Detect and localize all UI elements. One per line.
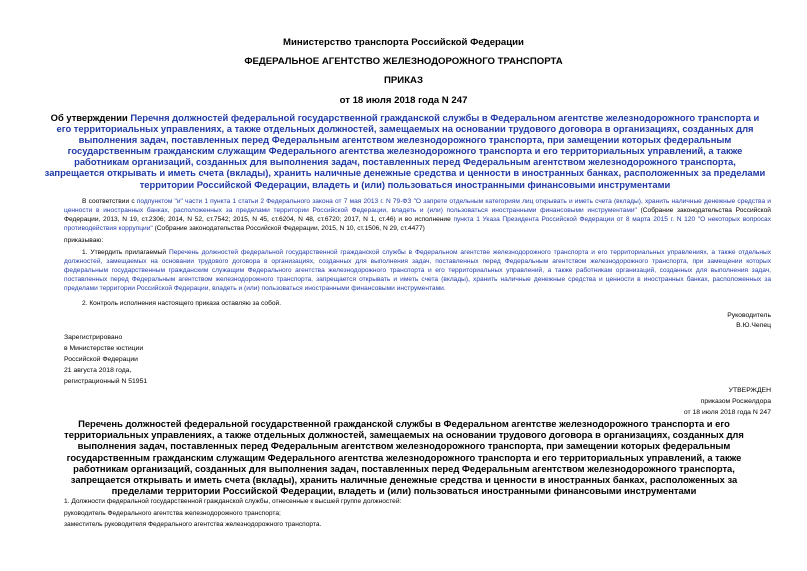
- president-decree-link[interactable]: пункта 1 Указа Президента Российской Федерации от 8 марта 2015 г. N 120 "О некоторых вопросах противодействия коррупции": [64, 216, 771, 232]
- approval-line: от 18 июля 2018 года N 247: [683, 408, 771, 416]
- list-item: 1. Должности федеральной государственной гражданской службы, отнесенные к высшей группе должностей:: [64, 498, 402, 505]
- registration-line: 21 августа 2018 года,: [64, 366, 132, 374]
- approval-line: УТВЕРЖДЕН: [728, 387, 771, 394]
- registration-line: Российской Федерации: [64, 355, 138, 363]
- subject-prefix: Об утверждении: [50, 112, 131, 123]
- list-item: заместитель руководителя Федерального агентства железнодорожного транспорта.: [64, 521, 322, 529]
- federal-law-link[interactable]: подпунктом "и" части 1 пункта 1 статьи 2 Федерального закона от 7 мая 2013 г. N 79-ФЗ "О запрете отдельным категориям лиц открывать и иметь счета (вклады), хранить наличные денежные средства и ценности в иностранных банках, расположенных за пределами территории Российской Федерации, владеть и (или) пользоваться иностранными финансовыми инструментами": [64, 198, 771, 214]
- list-title: Перечень должностей федеральной государственной гражданской службы в Федеральном агентстве железнодорожного транспорта и его территориальных управлениях, а также отдельных должностей, замещаемых на основании трудового договора в организациях, созданных для выполнения задач, поставленных перед Федеральным агентством железнодорожного транспорта, при замещении которых федеральным государственным гражданским служащим Федерального агентства железнодорожного транспорта и его территориальных управлений, а также работникам организаций, созданных для выполнения задач, поставленных перед Федеральным агентством железнодорожного транспорта, запрещается открывать и иметь счета (вклады), хранить наличные денежные средства и ценности в иностранных банках, расположенных за пределами территории Российской Федерации, владеть и (или) пользоваться иностранными финансовыми инструментами: [64, 418, 744, 497]
- registration-line: Зарегистрировано: [64, 334, 123, 341]
- list-item: руководитель Федерального агентства железнодорожного транспорта;: [64, 509, 281, 517]
- registration-block: [64, 333, 147, 388]
- approval-block: [684, 386, 771, 419]
- ministry-heading: Министерство транспорта Российской Федерации: [283, 37, 524, 48]
- document-type: ПРИКАЗ: [384, 75, 423, 86]
- document-subject: [44, 112, 766, 190]
- positions-list: [64, 496, 401, 531]
- approval-line: приказом Росжелдора: [700, 397, 771, 405]
- order-item-2: 2. Контроль исполнения настоящего приказа оставляю за собой.: [82, 300, 282, 307]
- registration-line: регистрационный N 51951: [64, 377, 148, 385]
- list-approval-link[interactable]: Перечень должностей федеральной государственной гражданской службы в Федеральном агентстве железнодорожного транспорта и его территориальных управлениях, а также отдельных должностей, замещаемых на основании трудового договора в организациях, созданных для выполнения задач, поставленных перед Федеральным агентством железнодорожного транспорта, при замещении которых федеральным государственным гражданским служащим Федерального агентства железнодорожного транспорта и его территориальных управлений, а также работникам организаций, созданных для выполнения задач, поставленных перед Федеральным агентством железнодорожного транспорта, запрещается открывать и иметь счета (вклады), хранить наличные денежные средства и ценности в иностранных банках, расположенных за пределами территории Российской Федерации, владеть и (или) пользоваться иностранными финансовыми инструментами.: [64, 249, 771, 292]
- registration-line: в Министерстве юстиции: [64, 344, 144, 352]
- signature-block: [727, 311, 771, 332]
- order-word: приказываю:: [64, 237, 104, 244]
- agency-heading: ФЕДЕРАЛЬНОЕ АГЕНТСТВО ЖЕЛЕЗНОДОРОЖНОГО ТРАНСПОРТА: [244, 56, 563, 67]
- preamble-text-1: В соответствии с: [82, 198, 137, 205]
- document-date-number: от 18 июля 2018 года N 247: [339, 95, 468, 106]
- item1-text: 1. Утвердить прилагаемый: [82, 249, 169, 256]
- preamble-paragraph: [64, 197, 771, 233]
- subject-link[interactable]: Перечня должностей федеральной государственной гражданской службы в Федеральном агентстве железнодорожного транспорта и его территориальных управлениях, а также отдельных должностей, замещаемых на основании трудового договора в организациях, созданных для выполнения задач, поставленных перед Федеральным агентством железнодорожного транспорта, при замещении которых федеральным государственным гражданским служащим Федерального агентства железнодорожного транспорта и его территориальных управлений, а также работникам организаций, созданных для выполнения задач, поставленных перед Федеральным агентством железнодорожного транспорта, запрещается открывать и иметь счета (вклады), хранить наличные денежные средства и ценности в иностранных банках, расположенных за пределами территории Российской Федерации, владеть и (или) пользоваться иностранными финансовыми инструментами: [44, 112, 766, 190]
- signatory-role: Руководитель: [727, 312, 771, 319]
- order-item-1: [64, 248, 771, 293]
- preamble-text-2: (Собрание законодательства Российской Федерации, 2013, N 19, ст.2306; 2014, N 52, ст.7542; 2015, N 45, ст.6204, N 48, ст.6720; 2017, N 1, ст.46) и во исполнение: [64, 207, 771, 223]
- preamble-text-3: (Собрание законодательства Российской Федерации, 2015, N 10, ст.1506, N 29, ст.4477): [152, 225, 425, 232]
- signatory-name: В.Ю.Чепец: [736, 322, 771, 330]
